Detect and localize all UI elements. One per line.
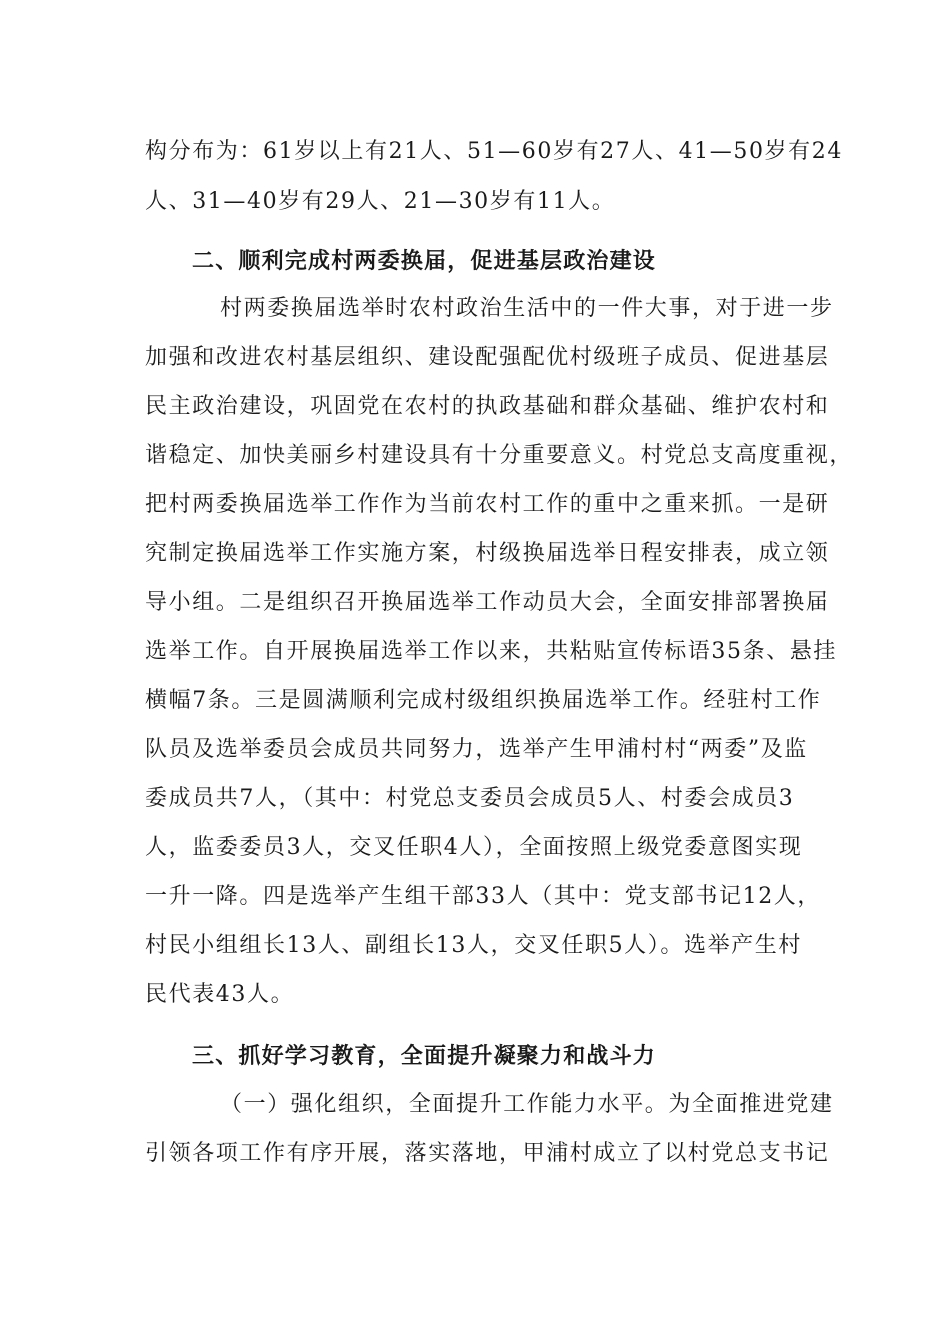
section-heading: 二、顺利完成村两委换届，促进基层政治建设 [192, 248, 657, 274]
paragraph-line: 村两委换届选举时农村政治生活中的一件大事，对于进一步 [220, 296, 834, 321]
paragraph-line: 构分布为：61岁以上有21人、51—60岁有27人、41—50岁有24 [145, 139, 843, 164]
paragraph-line: 谐稳定、加快美丽乡村建设具有十分重要意义。村党总支高度重视， [145, 443, 854, 468]
paragraph-line: 选举工作。自开展换届选举工作以来，共粘贴宣传标语35条、悬挂 [145, 639, 837, 664]
paragraph-line: 引领各项工作有序开展，落实落地，甲浦村成立了以村党总支书记 [145, 1141, 830, 1166]
paragraph-line: 横幅7条。三是圆满顺利完成村级组织换届选举工作。经驻村工作 [145, 688, 822, 713]
paragraph-line: 民代表43人。 [145, 982, 295, 1007]
paragraph-line: 加强和改进农村基层组织、建设配强配优村级班子成员、促进基层 [145, 345, 830, 370]
paragraph-line: 人、31—40岁有29人、21—30岁有11人。 [145, 189, 616, 214]
paragraph-line: （一）强化组织，全面提升工作能力水平。为全面推进党建 [220, 1092, 834, 1117]
paragraph-line: 导小组。二是组织召开换届选举工作动员大会，全面安排部署换届 [145, 590, 830, 615]
section-heading: 三、抓好学习教育，全面提升凝聚力和战斗力 [192, 1043, 657, 1069]
paragraph-line: 委成员共7人，（其中：村党总支委员会成员5人、村委会成员3 [145, 786, 795, 811]
paragraph-line: 队员及选举委员会成员共同努力，选举产生甲浦村村“两委”及监 [145, 737, 808, 762]
paragraph-line: 把村两委换届选举工作作为当前农村工作的重中之重来抓。一是研 [145, 492, 830, 517]
paragraph-line: 村民小组组长13人、副组长13人，交叉任职5人）。选举产生村 [145, 933, 802, 958]
paragraph-line: 人，监委委员3人，交叉任职4人），全面按照上级党委意图实现 [145, 835, 803, 860]
paragraph-line: 究制定换届选举工作实施方案，村级换届选举日程安排表，成立领 [145, 541, 830, 566]
paragraph-line: 一升一降。四是选举产生组干部33人（其中：党支部书记12人， [145, 884, 821, 909]
paragraph-line: 民主政治建设，巩固党在农村的执政基础和群众基础、维护农村和 [145, 394, 830, 419]
